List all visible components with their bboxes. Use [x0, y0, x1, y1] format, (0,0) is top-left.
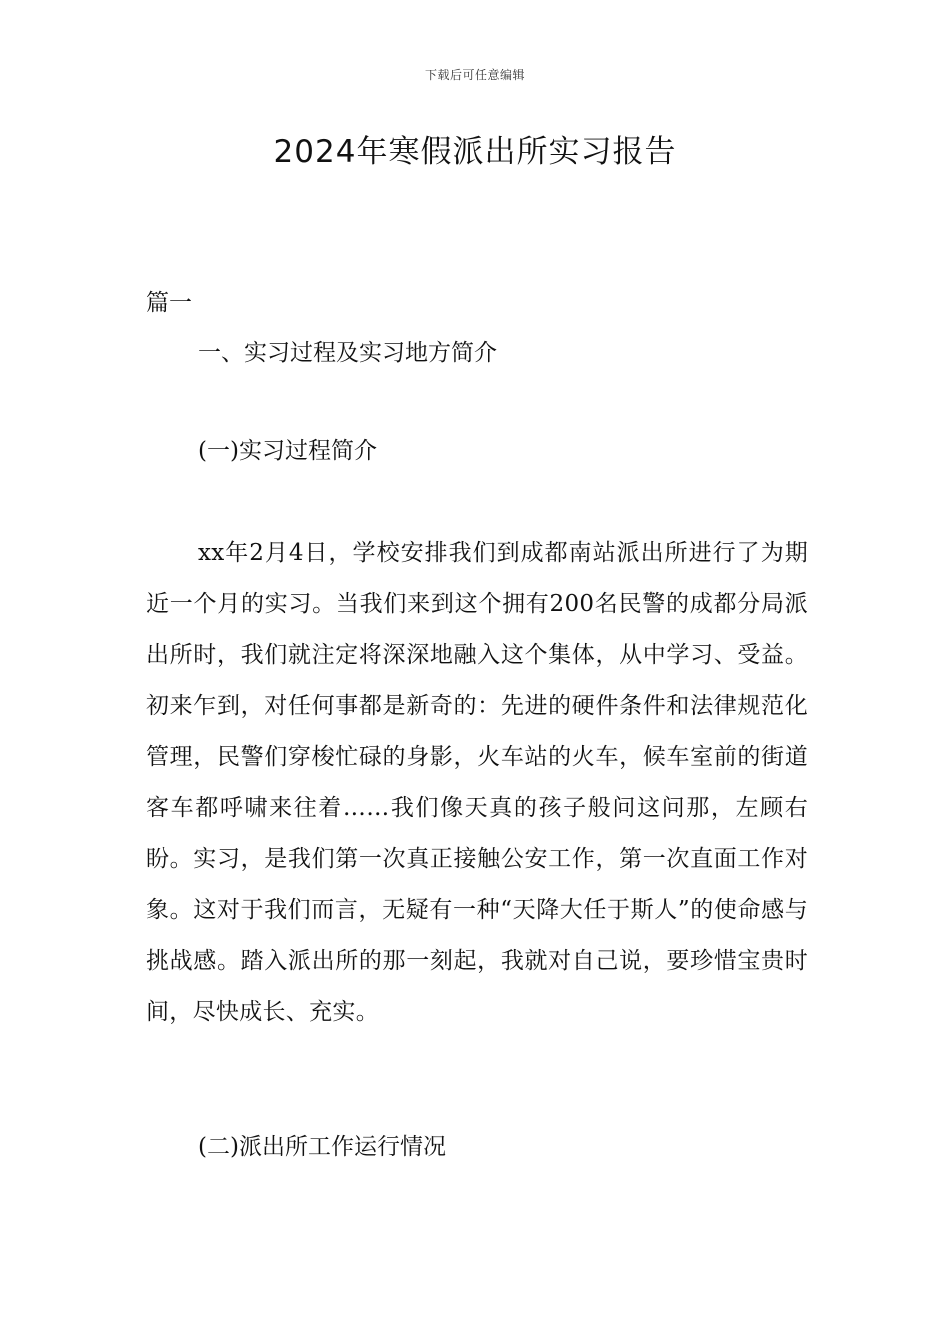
subsection-heading-2: (二)派出所工作运行情况	[198, 1134, 446, 1160]
subsection-heading-1: (一)实习过程简介	[198, 438, 377, 464]
body-paragraph: xx年2月4日，学校安排我们到成都南站派出所进行了为期近一个月的实习。当我们来到这个拥有200名民警的成都分局派出所时，我们就注定将深深地融入这个集体，从中学习、受益。初来乍到，对任何事都是新奇的：先进的硬件条件和法律规范化管理，民警们穿梭忙碌的身影，火车站的火车，候车室前的街道客车都呼啸来往着……我们像天真的孩子般问这问那，左顾右盼。实习，是我们第一次真正接触公安工作，第一次直面工作对象。这对于我们而言，无疑有一种“天降大任于斯人”的使命感与挑战感。踏入派出所的那一刻起，我就对自己说，要珍惜宝贵时间，尽快成长、充实。	[146, 540, 808, 1025]
document-title: 2024年寒假派出所实习报告	[273, 134, 677, 170]
header-note: 下载后可任意编辑	[424, 68, 525, 82]
section-heading: 一、实习过程及实习地方简介	[198, 340, 497, 366]
part-label: 篇一	[146, 290, 192, 316]
